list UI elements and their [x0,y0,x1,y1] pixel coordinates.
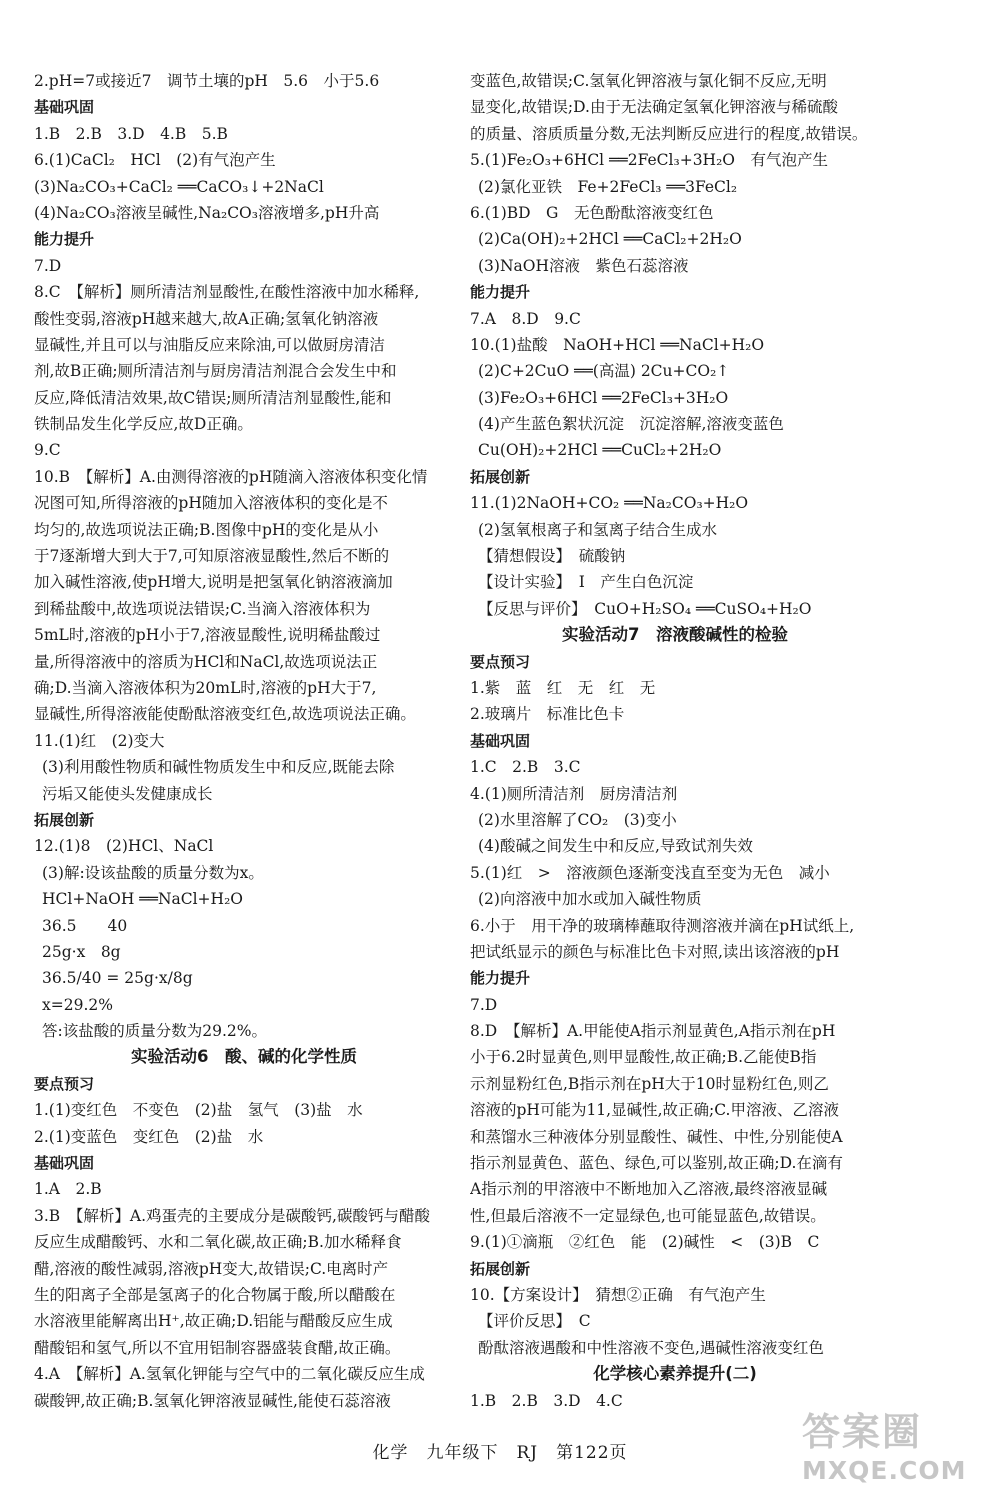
answer-line: 反应生成醋酸钙、水和二氧化碳,故正确;B.加水稀释食 [34,1233,402,1252]
answer-line: 均匀的,故选项说法正确;B.图像中pH的变化是从小 [34,520,379,539]
answer-line: 1.B 2.B 3.D 4.B 5.B [34,124,228,143]
section-heading: 拓展创新 [470,1259,531,1278]
activity-title: 实验活动6 酸、碱的化学性质 [131,1047,357,1067]
answer-line: 铁制品发生化学反应,故D正确。 [34,415,253,434]
answer-line: 把试纸显示的颜色与标准比色卡对照,读出该溶液的pH [470,942,840,961]
answer-line: 醋酸铝和氢气,所以不宜用铝制容器盛装食醋,故正确。 [34,1338,401,1357]
section-heading: 拓展创新 [470,467,531,486]
answer-line: 显碱性,所得溶液能使酚酞溶液变红色,故选项说法正确。 [34,705,416,724]
answer-line: 答:该盐酸的质量分数为29.2%。 [42,1022,267,1041]
watermark-text-top: 答案圈 [802,1410,923,1454]
answer-line: 7.D [470,995,498,1014]
answer-line: 显碱性,并且可以与油脂反应来除油,可以做厨房清洁 [34,335,385,354]
answer-line: 6.(1)CaCl₂ HCl (2)有气泡产生 [34,151,276,170]
answer-line: (3)利用酸性物质和碱性物质发生中和反应,既能去除 [42,758,395,777]
answer-line: 8.C 【解析】厕所清洁剂显酸性,在酸性溶液中加水稀释, [34,283,420,302]
section-heading: 基础巩固 [34,98,95,117]
answer-line: 酸性变弱,溶液pH越来越大,故A正确;氢氧化钠溶液 [34,309,379,328]
answer-line: 6.(1)BD G 无色酚酞溶液变红色 [470,203,714,222]
answer-line: 7.D [34,256,62,275]
answer-line: (2)氢氧根离子和氢离子结合生成水 [478,520,717,539]
section-heading: 能力提升 [470,283,531,302]
answer-line: 5mL时,溶液的pH小于7,溶液显酸性,说明稀盐酸过 [34,626,381,645]
answer-line: 4.A 【解析】A.氢氧化钾能与空气中的二氧化碳反应生成 [34,1365,425,1384]
answer-line: 5.(1)红 > 溶液颜色逐渐变浅直至变为无色 减小 [470,863,830,882]
page-footer: 化学 九年级下 RJ 第122页 [372,1443,628,1463]
answer-line: 【反思与评价】 CuO+H₂SO₄ ══CuSO₄+H₂O [478,599,812,618]
answer-line: 反应,降低清洁效果,故C错误;厕所清洁剂显酸性,能和 [34,388,392,407]
answer-line: 1.(1)变红色 不变色 (2)盐 氢气 (3)盐 水 [34,1101,363,1120]
watermark-text-bottom: MXQE.COM [802,1456,967,1485]
answer-line: 2.(1)变蓝色 变红色 (2)盐 水 [34,1127,264,1146]
answer-line: HCl+NaOH ══NaCl+H₂O [42,890,243,909]
answer-line: (2)Ca(OH)₂+2HCl ══CaCl₂+2H₂O [478,230,742,249]
answer-line: 到稀盐酸中,故选项说法错误;C.当滴入溶液体积为 [34,599,371,618]
answer-line: 【设计实验】 Ⅰ 产生白色沉淀 [478,573,694,592]
watermark-logo [802,1401,992,1487]
answer-line: 9.C [34,441,61,460]
answer-line: (4)Na₂CO₃溶液呈碱性,Na₂CO₃溶液增多,pH升高 [34,203,380,222]
answer-line: 变蓝色,故错误;C.氢氧化钾溶液与氯化铜不反应,无明 [470,72,827,90]
answer-line: 剂,故B正确;厕所清洁剂与厨房清洁剂混合会发生中和 [34,362,397,381]
answer-line: 【猜想假设】 硫酸钠 [478,547,626,566]
section-heading: 拓展创新 [34,810,95,829]
answer-line: 25g·x 8g [42,942,121,961]
answer-line: (3)Fe₂O₃+6HCl ══2FeCl₃+3H₂O [478,388,729,407]
answer-line: 污垢又能使头发健康成长 [42,784,213,803]
answer-line: 指示剂显黄色、蓝色、绿色,可以鉴别,故正确;D.在滴有 [470,1154,843,1173]
right-column [470,68,880,1414]
answer-line: A指示剂的甲溶液中不断地加入乙溶液,最终溶液显碱 [470,1180,828,1199]
answer-line: 9.(1)①滴瓶 ②红色 能 (2)碱性 < (3)B C [470,1233,820,1252]
answer-line: 的质量、溶质质量分数,无法判断反应进行的程度,故错误。 [470,124,868,143]
answer-line: 水溶液里能解离出H⁺,故正确;D.铝能与醋酸反应生成 [34,1312,393,1331]
answer-line: 生的阳离子全部是氢离子的化合物属于酸,所以醋酸在 [34,1285,396,1304]
answer-line: 1.A 2.B [34,1180,102,1199]
answer-line: 加入碱性溶液,使pH增大,说明是把氢氧化钠溶液滴加 [34,573,393,592]
section-heading: 能力提升 [34,230,95,249]
answer-line: 碳酸钾,故正确;B.氢氧化钾溶液显碱性,能使石蕊溶液 [34,1391,391,1410]
answer-line: (4)酸碱之间发生中和反应,导致试剂失效 [478,837,753,856]
answer-line: 醋,溶液的酸性减弱,溶液pH变大,故错误;C.电离时产 [34,1259,389,1278]
answer-line: (4)产生蓝色絮状沉淀 沉淀溶解,溶液变蓝色 [478,415,784,434]
answer-line: 11.(1)红 (2)变大 [34,731,165,750]
activity-title: 实验活动7 溶液酸碱性的检验 [562,625,788,645]
answer-line: (2)C+2CuO ══(高温) 2Cu+CO₂↑ [478,362,730,381]
answer-line: 况图可知,所得溶液的pH随加入溶液体积的变化是不 [34,494,388,513]
answer-line: 溶液的pH可能为11,显碱性,故正确;C.甲溶液、乙溶液 [470,1101,839,1120]
answer-line: 11.(1)2NaOH+CO₂ ══Na₂CO₃+H₂O [470,494,749,513]
answer-line: (2)向溶液中加水或加入碱性物质 [478,890,702,909]
answer-line: 显变化,故错误;D.由于无法确定氢氧化钾溶液与稀硫酸 [470,98,838,117]
answer-line: 6.小于 用干净的玻璃棒蘸取待测溶液并滴在pH试纸上, [470,916,855,935]
answer-line: 1.C 2.B 3.C [470,758,581,777]
answer-line: (3)Na₂CO₃+CaCl₂ ══CaCO₃↓+2NaCl [34,177,324,196]
answer-line: 36.5 40 [42,916,128,935]
answer-line: 性,但最后溶液不一定显绿色,也可能显蓝色,故错误。 [470,1206,826,1225]
answer-line: 【评价反思】 C [478,1312,591,1331]
answer-line: 量,所得溶液中的溶质为HCl和NaCl,故选项说法正 [34,652,378,671]
answer-line: 和蒸馏水三种液体分别显酸性、碱性、中性,分别能使A [470,1127,843,1146]
section-heading: 要点预习 [34,1074,95,1093]
answer-line: 小于6.2时显黄色,则甲显酸性,故正确;B.乙能使B指 [470,1048,817,1067]
answer-line: (3)NaOH溶液 紫色石蕊溶液 [478,256,689,275]
answer-line: 8.D 【解析】A.甲能使A指示剂显黄色,A指示剂在pH [470,1022,836,1041]
section-heading: 能力提升 [470,969,531,988]
answer-line: 10.【方案设计】 猜想②正确 有气泡产生 [470,1285,766,1304]
answer-line: 12.(1)8 (2)HCl、NaCl [34,837,214,856]
answer-line: 5.(1)Fe₂O₃+6HCl ══2FeCl₃+3H₂O 有气泡产生 [470,151,828,170]
section-heading: 基础巩固 [470,731,531,750]
answer-line: Cu(OH)₂+2HCl ══CuCl₂+2H₂O [478,441,722,460]
answer-line: 2.pH=7或接近7 调节土壤的pH 5.6 小于5.6 [34,72,380,90]
answer-line: 确;D.当滴入溶液体积为20mL时,溶液的pH大于7, [34,678,377,697]
answer-line: 4.(1)厕所清洁剂 厨房清洁剂 [470,784,678,803]
activity-title: 化学核心素养提升(二) [593,1364,757,1384]
answer-line: (3)解:设该盐酸的质量分数为x。 [42,863,264,882]
section-heading: 基础巩固 [34,1154,95,1173]
answer-line: 7.A 8.D 9.C [470,309,581,328]
answer-line: 酚酞溶液遇酸和中性溶液不变色,遇碱性溶液变红色 [478,1338,824,1357]
answer-line: x=29.2% [42,995,113,1014]
answer-line: 示剂显粉红色,B指示剂在pH大于10时显粉红色,则乙 [470,1074,829,1093]
answer-line: 2.玻璃片 标准比色卡 [470,705,625,724]
answer-line: 10.B 【解析】A.由测得溶液的pH随滴入溶液体积变化情 [34,467,428,486]
answer-line: (2)氯化亚铁 Fe+2FeCl₃ ══3FeCl₂ [478,177,738,196]
answer-line: (2)水里溶解了CO₂ (3)变小 [478,810,677,829]
section-heading: 要点预习 [470,652,531,671]
answer-line: 36.5/40 = 25g·x/8g [42,969,193,988]
answer-line: 1.B 2.B 3.D 4.C [470,1391,623,1410]
answer-line: 10.(1)盐酸 NaOH+HCl ══NaCl+H₂O [470,335,765,354]
answer-line: 于7逐渐增大到大于7,可知原溶液显酸性,然后不断的 [34,547,390,566]
answer-line: 3.B 【解析】A.鸡蛋壳的主要成分是碳酸钙,碳酸钙与醋酸 [34,1206,430,1225]
left-column [34,68,454,1414]
answer-line: 1.紫 蓝 红 无 红 无 [470,678,656,697]
